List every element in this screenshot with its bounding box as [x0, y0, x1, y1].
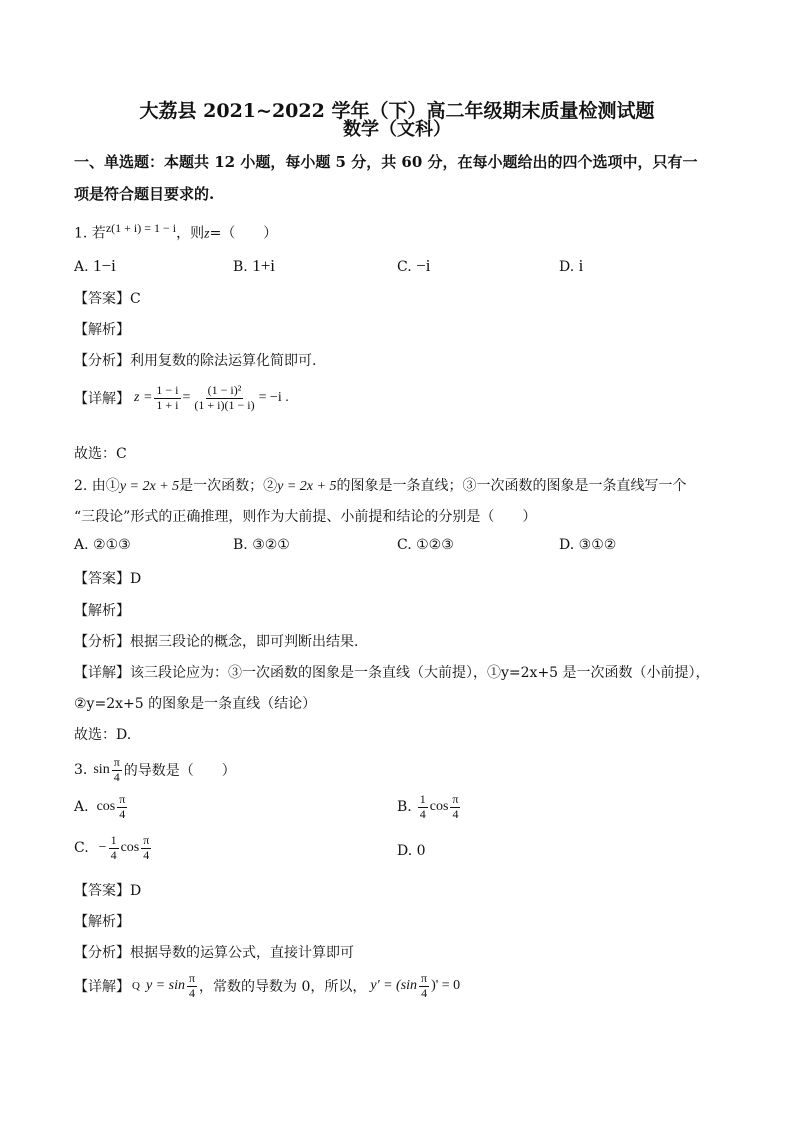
q3-pi-over-4: $\frac{\pi}{4}$ [113, 755, 120, 784]
question-3-stem: 3. sin $\frac{\pi}{4}$ 的导数是（ ） [74, 755, 236, 784]
q1-option-d: D. i [559, 256, 584, 275]
q3-jiexi: 【解析】 [74, 914, 130, 930]
q2-option-d: D. ③①② [559, 537, 617, 553]
q2-fenxi: 【分析】根据三段论的概念，即可判断出结果. [74, 634, 359, 650]
q2-option-a: A. ②①③ [74, 537, 131, 553]
q1-answer: 【答案】C [74, 291, 141, 307]
question-1-stem: 1. 若$^{z(1 + i) = 1 - i}$，则z=（ ） [74, 221, 278, 242]
q1-fraction-2: $\frac{\text{(1 − i)²}}{(1 + i)(1 - i)}$ [194, 383, 255, 412]
document-title: 大荔县 2021~2022 学年（下）高二年级期末质量检测试题 [139, 100, 655, 122]
q1-conclusion: 故选：C [74, 446, 127, 462]
q1-detail: 【详解】 z = $\frac{1 - i}{1 + i}$ = $\frac{\text{(1 − i)²}}{(1 + i)(1 - i)}$ = −i . [74, 383, 289, 412]
q3-option-c: C. − $\frac{1}{4}$ cos $\frac{\pi}{4}$ [74, 833, 150, 862]
subject-title: 数学（文科） [343, 119, 451, 140]
q3-option-d: D. 0 [397, 843, 426, 859]
q2-option-c: C. ①②③ [397, 537, 454, 553]
q2-option-b: B. ③②① [233, 537, 290, 553]
q2-conclusion: 故选：D. [74, 727, 132, 743]
q1-condition: z(1 + i) = 1 − i [105, 221, 177, 235]
q1-fenxi: 【分析】利用复数的除法运算化简即可. [74, 353, 317, 369]
q1-option-b: B. 1+i [233, 256, 276, 275]
q3-option-a: A. cos $\frac{\pi}{4}$ [74, 792, 126, 821]
q3-option-b: B. $\frac{1}{4}$ cos $\frac{\pi}{4}$ [397, 792, 459, 821]
question-2-line2: “三段论”形式的正确推理，则作为大前提、小前提和结论的分别是（ ） [74, 509, 537, 525]
q1-option-a: A. 1−i [74, 256, 116, 275]
q3-detail: 【详解】 Q y = sin $\frac{\pi}{4}$ ，常数的导数为 0，所以， y' = (sin $\frac{\pi}{4}$ )' = 0 [74, 971, 461, 1000]
q2-detail-line2: ②y=2x+5 的图象是一条直线（结论） [74, 696, 317, 712]
q2-answer: 【答案】D [74, 571, 142, 587]
q1-option-c: C. −i [397, 256, 431, 275]
q2-detail-line1: 【详解】该三段论应为：③一次函数的图象是一条直线（大前提），①y=2x+5 是一次函数（小前提）， [74, 665, 710, 681]
question-2-line1: 2. 由①y = 2x + 5是一次函数；②y = 2x + 5的图象是一条直线；③一次函数的图象是一条直线写一个 [74, 478, 687, 494]
q3-answer: 【答案】D [74, 883, 142, 899]
q3-fenxi: 【分析】根据导数的运算公式，直接计算即可 [74, 945, 354, 961]
q1-fraction-1: $\frac{1 - i}{1 + i}$ [156, 383, 179, 412]
q2-jiexi: 【解析】 [74, 603, 130, 619]
section-intro-line1: 一、单选题：本题共 12 小题，每小题 5 分，共 60 分，在每小题给出的四个选项中，只有一 [74, 153, 698, 171]
q1-jiexi: 【解析】 [74, 322, 130, 338]
section-intro-line2: 项是符合题目要求的. [74, 185, 215, 203]
